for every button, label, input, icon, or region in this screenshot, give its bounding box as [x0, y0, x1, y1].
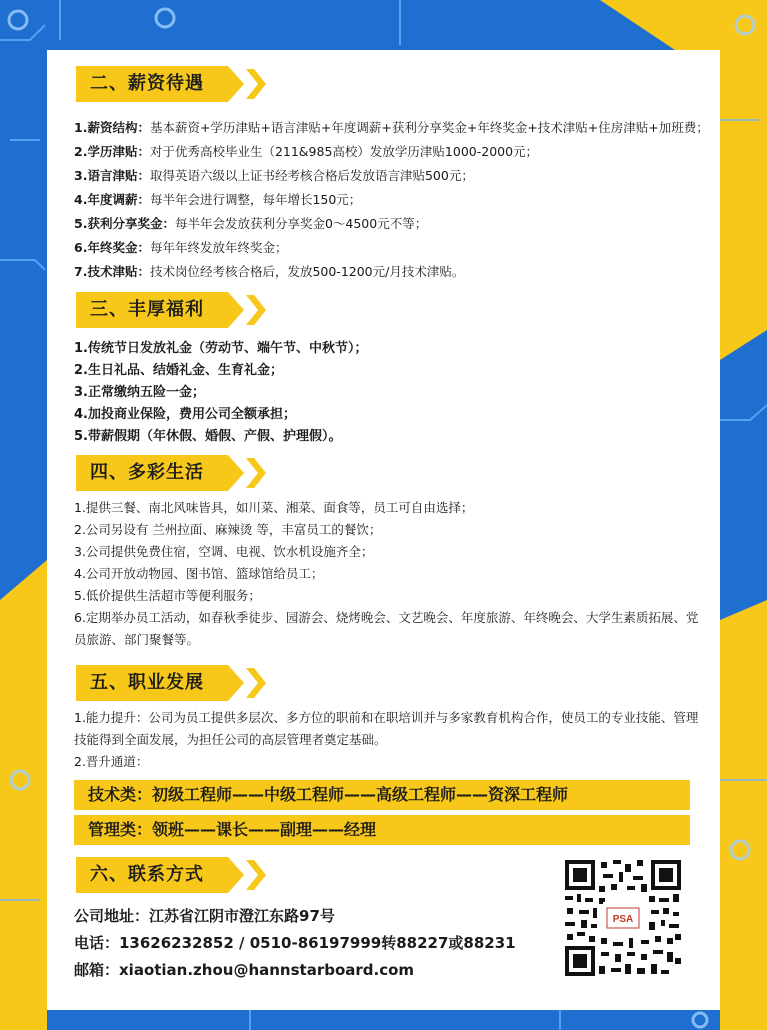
chevron-right-icon: [246, 69, 266, 99]
technical-track-text: 技术类：初级工程师——中级工程师——高级工程师——资深工程师: [88, 785, 569, 804]
section-title: 五、职业发展: [90, 672, 204, 693]
section-heading-salary: [76, 66, 261, 102]
section-heading-career: [76, 665, 261, 701]
management-track-text: 管理类：领班——课长——副理——经理: [88, 820, 377, 839]
section-heading-contact: [76, 857, 261, 893]
list-item: 5.获利分享奖金：每半年会发放获利分享奖金0～4500元不等；: [74, 216, 428, 231]
list-item: 1.提供三餐、南北风味皆具，如川菜、湘菜、面食等，员工可自由选择；: [74, 500, 474, 515]
life-list: [74, 497, 704, 651]
list-item: 2.生日礼品、结婚礼金、生育礼金；: [74, 363, 283, 378]
phone-number: 电话：13626232852 / 0510-86197999转88227或88231: [74, 934, 516, 952]
chevron-right-icon: [246, 860, 266, 890]
qr-logo-text: PSA: [612, 914, 634, 925]
salary-list: [74, 116, 709, 284]
list-item: 7.技术津贴：技术岗位经考核合格后，发放500-1200元/月技术津贴。: [74, 264, 465, 279]
qr-code-image: [563, 858, 683, 978]
list-item: 1.能力提升：公司为员工提供多层次、多方位的职前和在职培训并与多家教育机构合作，使员工的专业技能、管理技能得到全面发展，为担任公司的高层管理者奠定基础。: [74, 710, 699, 747]
technical-track-bar: [74, 780, 690, 810]
list-item: 2.晋升通道：: [74, 754, 149, 769]
company-address: 公司地址：江苏省江阴市澄江东路97号: [74, 907, 335, 925]
section-heading-benefits: [76, 292, 261, 328]
benefits-list: [74, 338, 704, 448]
list-item: 4.年度调薪：每半年会进行调整，每年增长150元；: [74, 192, 362, 207]
list-item: 2.学历津贴：对于优秀高校毕业生（211&985高校）发放学历津贴1000-2000元；: [74, 144, 539, 159]
chevron-right-icon: [246, 458, 266, 488]
chevron-right-icon: [246, 295, 266, 325]
list-item: 2.公司另设有 兰州拉面、麻辣烫 等，丰富员工的餐饮；: [74, 522, 382, 537]
email-address[interactable]: 邮箱：xiaotian.zhou@hannstarboard.com: [74, 961, 415, 979]
career-list: [74, 707, 704, 773]
section-heading-life: [76, 455, 261, 491]
list-item: 5.带薪假期（年休假、婚假、产假、护理假）。: [74, 429, 342, 444]
contact-info: [74, 903, 516, 984]
list-item: 3.公司提供免费住宿，空调、电视、饮水机设施齐全；: [74, 544, 374, 559]
list-item: 1.薪资结构：基本薪资+学历津贴+语言津贴+年度调薪+获利分享奖金+年终奖金+技术津贴+住房津贴+加班费；: [74, 120, 709, 135]
section-title: 三、丰厚福利: [90, 299, 204, 320]
list-item: 5.低价提供生活超市等便利服务；: [74, 588, 261, 603]
list-item: 3.正常缴纳五险一金；: [74, 385, 205, 400]
list-item: 1.传统节日发放礼金（劳动节、端午节、中秋节）；: [74, 341, 368, 356]
list-item: 3.语言津贴：取得英语六级以上证书经考核合格后发放语言津贴500元；: [74, 168, 474, 183]
section-title: 二、薪资待遇: [90, 73, 204, 94]
list-item: 6.年终奖金：每年年终发放年终奖金；: [74, 240, 288, 255]
section-title: 四、多彩生活: [90, 462, 204, 483]
chevron-right-icon: [246, 668, 266, 698]
list-item: 4.公司开放动物园、图书馆、篮球馆给员工；: [74, 566, 324, 581]
list-item: 4.加投商业保险，费用公司全额承担；: [74, 407, 296, 422]
list-item: 6.定期举办员工活动，如春秋季徒步、园游会、烧烤晚会、文艺晚会、年度旅游、年终晚会、大学生素质拓展、党员旅游、部门聚餐等。: [74, 610, 699, 647]
section-title: 六、联系方式: [90, 864, 204, 885]
management-track-bar: [74, 815, 690, 845]
